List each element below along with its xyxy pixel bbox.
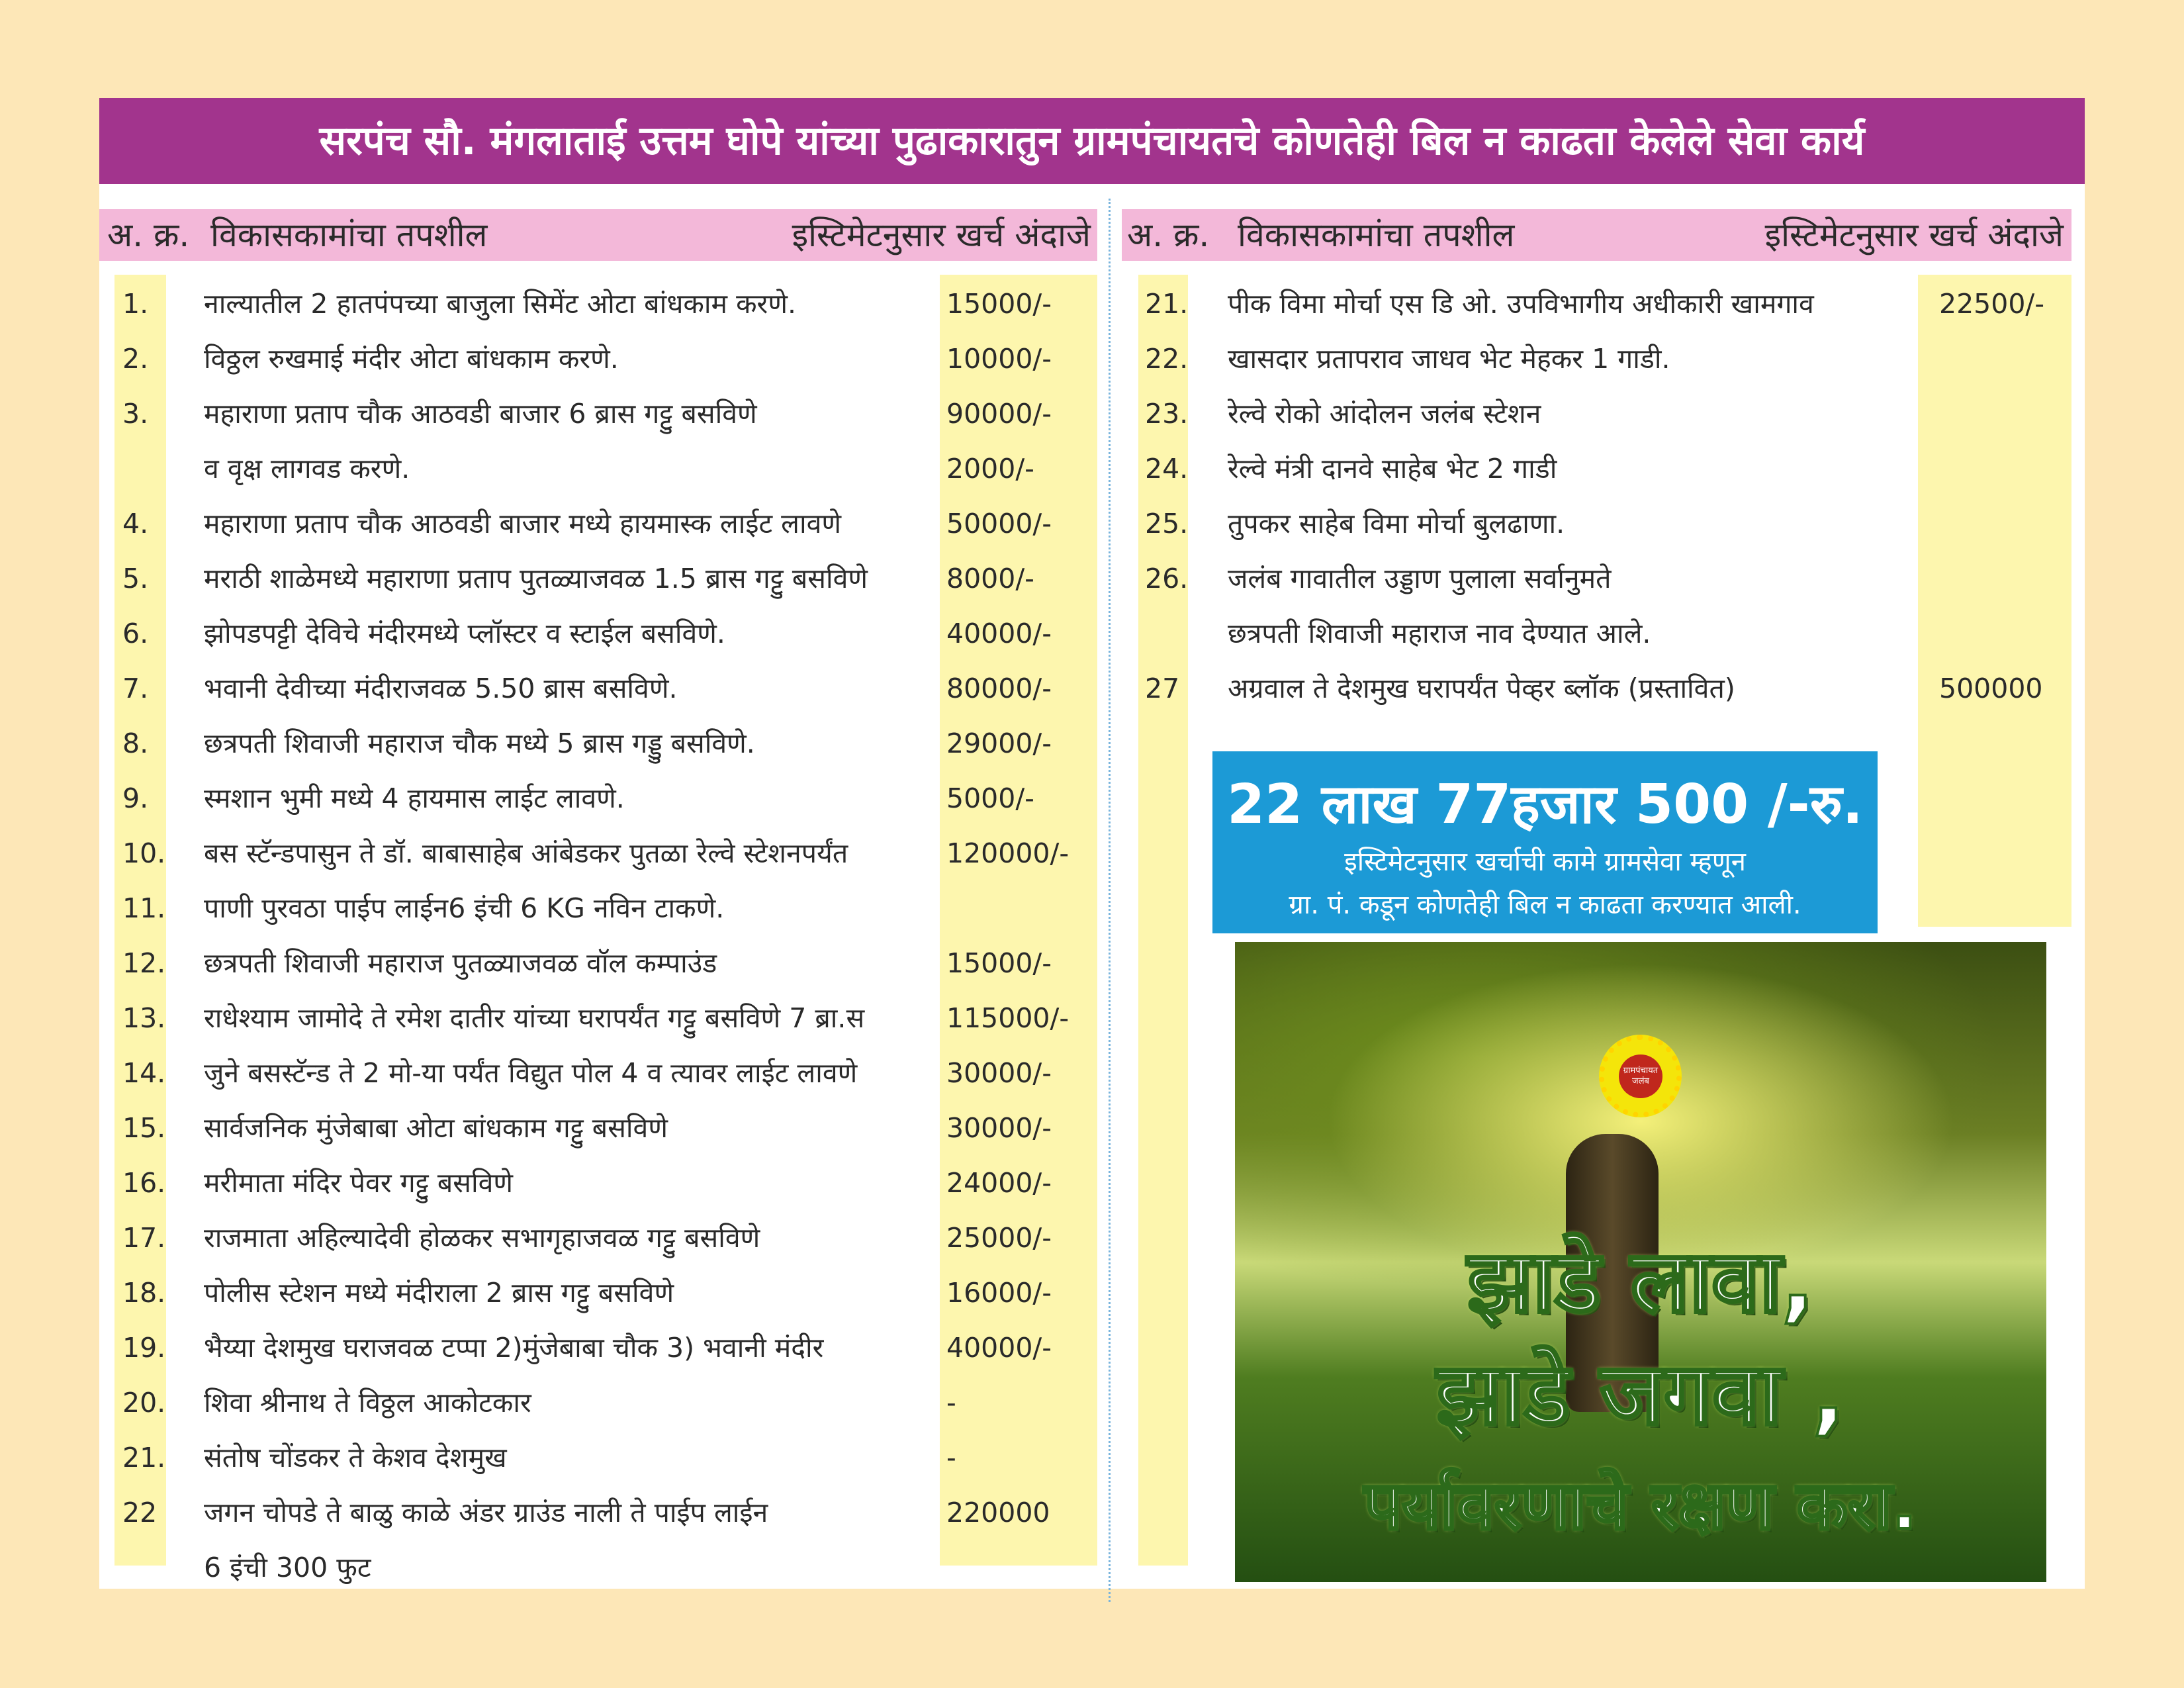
table-row — [99, 1101, 1099, 1156]
row-cost: 10000/- — [946, 343, 1052, 375]
table-row — [1125, 551, 2071, 606]
total-amount: 22 लाख 77हजार 500 /-रु. — [1227, 773, 1863, 836]
logo-text-line1: ग्रामपंचायत — [1623, 1066, 1659, 1076]
row-cost: 115000/- — [946, 1002, 1069, 1034]
table-row — [1125, 661, 2071, 716]
row-description: स्मशान भुमी मध्ये 4 हायमास लाईट लावणे. — [204, 782, 625, 814]
row-cost: 15000/- — [946, 288, 1052, 320]
table-row — [99, 826, 1099, 881]
header-cost: इस्टिमेटनुसार खर्च अंदाजे — [1764, 216, 2064, 254]
header-detail: विकासकामांचा तपशील — [210, 216, 488, 254]
row-number: 26. — [1145, 563, 1189, 594]
row-description: बस स्टॅन्डपासुन ते डॉ. बाबासाहेब आंबेडकर पुतळा रेल्वे स्टेशनपर्यंत — [204, 837, 848, 869]
table-row — [99, 496, 1099, 551]
row-number: 5. — [122, 563, 149, 594]
row-cost: 90000/- — [946, 398, 1052, 430]
page-title-banner: सरपंच सौ. मंगलाताई उत्तम घोपे यांच्या पुढाकारातुन ग्रामपंचायतचे कोणतेही बिल न काढता केलेले सेवा कार्य — [99, 98, 2085, 184]
row-number: 6. — [122, 618, 149, 649]
table-row — [99, 991, 1099, 1046]
row-description: नाल्यातील 2 हातपंपच्या बाजुला सिमेंट ओटा बांधकाम करणे. — [204, 288, 796, 320]
row-number: 22. — [1145, 343, 1189, 375]
table-row — [99, 1540, 1099, 1595]
row-description: पीक विमा मोर्चा एस डि ओ. उपविभागीय अधीकारी खामगाव — [1228, 288, 1814, 320]
row-number: 21. — [122, 1442, 166, 1474]
table-row — [1125, 277, 2071, 332]
row-cost: 8000/- — [946, 563, 1034, 594]
row-number: 3. — [122, 398, 149, 430]
total-amount-box — [1212, 751, 1878, 933]
row-cost: 500000 — [1939, 673, 2043, 704]
row-number: 25. — [1145, 508, 1189, 539]
table-row — [1125, 332, 2071, 387]
row-description: रेल्वे रोको आंदोलन जलंब स्टेशन — [1228, 398, 1541, 430]
logo-center — [1619, 1055, 1662, 1098]
row-description: पाणी पुरवठा पाईप लाईन6 इंची 6 KG नविन टाकणे. — [204, 892, 725, 924]
table-row — [99, 551, 1099, 606]
row-cost: 25000/- — [946, 1222, 1052, 1254]
row-description: खासदार प्रतापराव जाधव भेट मेहकर 1 गाडी. — [1228, 343, 1670, 375]
row-description: छत्रपती शिवाजी महाराज चौक मध्ये 5 ब्रास गड्डु बसविणे. — [204, 727, 755, 759]
row-description: झोपडपट्टी देविचे मंदीरमध्ये प्लॉस्टर व स्टाईल बसविणे. — [204, 618, 725, 649]
row-cost: 220000 — [946, 1497, 1050, 1528]
row-cost: 16000/- — [946, 1277, 1052, 1309]
row-cost: 30000/- — [946, 1112, 1052, 1144]
table-row — [99, 771, 1099, 826]
row-cost: 29000/- — [946, 727, 1052, 759]
row-number: 10. — [122, 837, 166, 869]
table-row — [99, 387, 1099, 442]
row-description: छत्रपती शिवाजी महाराज नाव देण्यात आले. — [1228, 618, 1651, 649]
row-number: 16. — [122, 1167, 166, 1199]
row-description: राधेश्याम जामोदे ते रमेश दातीर यांच्या घरापर्यंत गट्टु बसविणे 7 ब्रा.स — [204, 1002, 865, 1034]
table-row — [99, 277, 1099, 332]
row-description: मराठी शाळेमध्ये महाराणा प्रताप पुतळ्याजवळ 1.5 ब्रास गट्टु बसविणे — [204, 563, 868, 594]
row-description: संतोष चोंडकर ते केशव देशमुख — [204, 1442, 507, 1474]
table-row — [99, 1211, 1099, 1266]
row-number: 20. — [122, 1387, 166, 1419]
table-row — [99, 881, 1099, 936]
row-number: 19. — [122, 1332, 166, 1364]
column-divider — [1109, 199, 1111, 1602]
row-cost: 15000/- — [946, 947, 1052, 979]
row-number: 4. — [122, 508, 149, 539]
table-row — [99, 1485, 1099, 1540]
table-row — [99, 1156, 1099, 1211]
row-description: जुने बसस्टॅन्ड ते 2 मो-या पर्यंत विद्युत पोल 4 व त्यावर लाईट लावणे — [204, 1057, 858, 1089]
row-cost: 50000/- — [946, 508, 1052, 539]
row-number: 1. — [122, 288, 149, 320]
row-cost: 120000/- — [946, 837, 1069, 869]
total-note-line1: इस्टिमेटनुसार खर्चाची कामे ग्रामसेवा म्हणून — [1344, 847, 1746, 877]
row-number: 27 — [1145, 673, 1180, 704]
row-number: 7. — [122, 673, 149, 704]
row-cost: - — [946, 1442, 956, 1474]
header-cost: इस्टिमेटनुसार खर्च अंदाजे — [792, 216, 1091, 254]
table-row — [99, 606, 1099, 661]
header-detail: विकासकामांचा तपशील — [1238, 216, 1515, 254]
table-row — [99, 661, 1099, 716]
slogan-line1: झाडे लावा, — [1467, 1231, 1814, 1332]
table-row — [1125, 606, 2071, 661]
row-description: महाराणा प्रताप चौक आठवडी बाजार मध्ये हायमास्क लाईट लावणे — [204, 508, 842, 539]
row-description: जगन चोपडे ते बाळु काळे अंडर ग्राउंड नाली ते पाईप लाईन — [204, 1497, 768, 1528]
row-number: 22 — [122, 1497, 158, 1528]
row-number: 8. — [122, 727, 149, 759]
left-table-header — [99, 209, 1097, 261]
table-row — [1125, 387, 2071, 442]
row-description: मरीमाता मंदिर पेवर गट्टु बसविणे — [204, 1167, 514, 1199]
slogan-line3: पर्यावरणाचे रक्षण करा. — [1364, 1467, 1917, 1544]
row-description: अग्रवाल ते देशमुख घरापर्यंत पेव्हर ब्लॉक (प्रस्तावित) — [1228, 673, 1735, 704]
slogan-line2: झाडे जगवा , — [1436, 1344, 1845, 1444]
row-description: राजमाता अहिल्यादेवी होळकर सभागृहाजवळ गट्टु बसविणे — [204, 1222, 760, 1254]
row-description: शिवा श्रीनाथ ते विठ्ठल आकोटकार — [204, 1387, 531, 1419]
row-description: पोलीस स्टेशन मध्ये मंदीराला 2 ब्रास गट्टु बसविणे — [204, 1277, 674, 1309]
row-description: विठ्ठल रुखमाई मंदीर ओटा बांधकाम करणे. — [204, 343, 619, 375]
table-row — [99, 936, 1099, 991]
row-number: 18. — [122, 1277, 166, 1309]
header-sr-no: अ. क्र. — [1127, 216, 1210, 254]
row-description: सार्वजनिक मुंजेबाबा ओटा बांधकाम गट्टु बसविणे — [204, 1112, 668, 1144]
table-row — [1125, 442, 2071, 496]
row-number: 14. — [122, 1057, 166, 1089]
row-number: 11. — [122, 892, 166, 924]
row-cost: 5000/- — [946, 782, 1034, 814]
row-number: 24. — [1145, 453, 1189, 485]
table-row — [99, 332, 1099, 387]
row-description: रेल्वे मंत्री दानवे साहेब भेट 2 गाडी — [1228, 453, 1557, 485]
table-row — [1125, 496, 2071, 551]
row-description: जलंब गावातील उड्डाण पुलाला सर्वानुमते — [1228, 563, 1612, 594]
row-cost: 40000/- — [946, 618, 1052, 649]
row-number: 9. — [122, 782, 149, 814]
row-cost: 22500/- — [1939, 288, 2045, 320]
row-cost: 30000/- — [946, 1057, 1052, 1089]
row-description: भैय्या देशमुख घराजवळ टप्पा 2)मुंजेबाबा चौक 3) भवानी मंदीर — [204, 1332, 824, 1364]
row-description: महाराणा प्रताप चौक आठवडी बाजार 6 ब्रास गट्टु बसविणे — [204, 398, 757, 430]
header-sr-no: अ. क्र. — [107, 216, 190, 254]
row-description: भवानी देवीच्या मंदीराजवळ 5.50 ब्रास बसविणे. — [204, 673, 678, 704]
table-row — [99, 716, 1099, 771]
total-note-line2: ग्रा. पं. कडून कोणतेही बिल न काढता करण्यात आली. — [1289, 890, 1801, 920]
row-cost: - — [946, 1387, 956, 1419]
table-row — [99, 1430, 1099, 1485]
row-number: 23. — [1145, 398, 1189, 430]
table-row — [99, 1376, 1099, 1430]
logo-text-line2: जलंब — [1632, 1076, 1649, 1086]
row-cost: 2000/- — [946, 453, 1034, 485]
row-cost: 24000/- — [946, 1167, 1052, 1199]
row-description: तुपकर साहेब विमा मोर्चा बुलढाणा. — [1228, 508, 1565, 539]
row-number: 17. — [122, 1222, 166, 1254]
right-table-header — [1122, 209, 2071, 261]
row-cost: 40000/- — [946, 1332, 1052, 1364]
table-row — [99, 1046, 1099, 1101]
table-row — [99, 442, 1099, 496]
row-description: 6 इंची 300 फुट — [204, 1552, 371, 1583]
gram-panchayat-logo — [1599, 1035, 1682, 1117]
table-row — [99, 1321, 1099, 1376]
row-description: छत्रपती शिवाजी महाराज पुतळ्याजवळ वॉल कम्पाउंड — [204, 947, 717, 979]
tree-poster — [1235, 942, 2046, 1582]
row-number: 12. — [122, 947, 166, 979]
row-number: 13. — [122, 1002, 166, 1034]
row-description: व वृक्ष लागवड करणे. — [204, 453, 410, 485]
row-number: 2. — [122, 343, 149, 375]
row-number: 15. — [122, 1112, 166, 1144]
row-cost: 80000/- — [946, 673, 1052, 704]
row-number: 21. — [1145, 288, 1189, 320]
table-row — [99, 1266, 1099, 1321]
